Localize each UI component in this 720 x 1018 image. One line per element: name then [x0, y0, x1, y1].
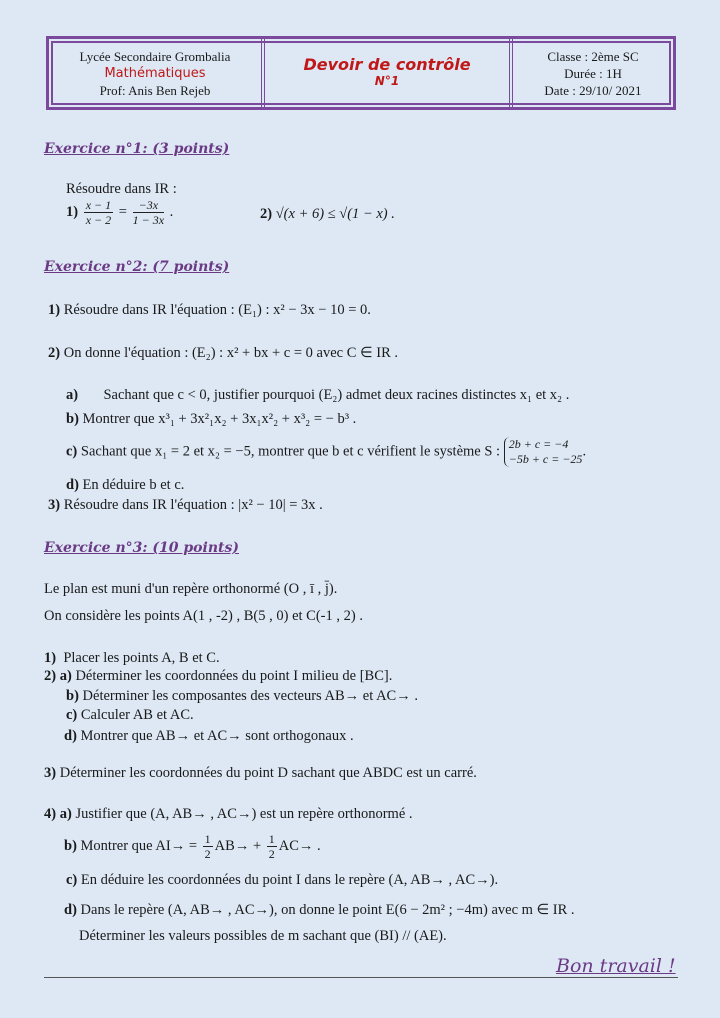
ex1-q1: 1) $\frac{x - 1}{x - 2}$ = $\frac{-3x}{1 - 3x}$ .: [66, 198, 174, 227]
ex3-q2a: 2) a) Déterminer les coordonnées du point I milieu de [BC].: [44, 668, 393, 684]
fraction: $\frac{1}{2}$: [204, 832, 211, 861]
header-left: [49, 39, 261, 107]
header-center: [261, 39, 509, 107]
ex1-intro: Résoudre dans IR :: [66, 181, 177, 197]
closing-signature: Bon travail !: [556, 955, 676, 977]
exam-number: N°1: [374, 74, 400, 88]
fraction: $\frac{x - 1}{x - 2}$: [85, 198, 112, 227]
ex1-heading: Exercice n°1: (3 points): [44, 141, 230, 157]
ex3-q4a: 4) a) Justifier que (A, AB→ , AC→) est un repère orthonormé .: [44, 806, 413, 822]
ex3-q2b: b) Déterminer les composantes des vecteurs AB→ et AC→ .: [66, 688, 418, 704]
ex3-q2c: c) Calculer AB et AC.: [66, 707, 194, 723]
ex2-q2c: c) Sachant que x₁ = 2 et x₂ = −5, montrer que b et c vérifient le système S : 2b + c = −4 −5b + c = −25 .: [66, 437, 587, 466]
ex3-q4d-line2: Déterminer les valeurs possibles de m sachant que (BI) // (AE).: [79, 928, 447, 944]
fraction: $\frac{-3x}{1 - 3x}$: [132, 198, 165, 227]
ex3-intro1: Le plan est muni d'un repère orthonormé (O , ī , j̄).: [44, 581, 338, 597]
ex3-q3: 3) Déterminer les coordonnées du point D sachant que ABDC est un carré.: [44, 765, 477, 781]
footer-rule: [44, 977, 678, 978]
ex3-q4c: c) En déduire les coordonnées du point I dans le repère (A, AB→ , AC→).: [66, 872, 499, 888]
class: Classe : 2ème SC: [547, 48, 639, 64]
header-box: [46, 36, 676, 110]
school-name: Lycée Secondaire Grombalia: [79, 48, 231, 64]
ex2-q1: 1) Résoudre dans IR l'équation : (E₁) : x² − 3x − 10 = 0.: [48, 302, 371, 318]
system: 2b + c = −4 −5b + c = −25: [504, 437, 583, 467]
ex2-q2: 2) On donne l'équation : (E₂) : x² + bx + c = 0 avec C ∈ IR .: [48, 345, 398, 361]
ex2-q3: 3) Résoudre dans IR l'équation : |x² − 10| = 3x .: [48, 497, 323, 513]
header-right: [509, 39, 673, 107]
ex3-q2d: d) Montrer que AB→ et AC→ sont orthogonaux .: [64, 728, 354, 744]
teacher: Prof: Anis Ben Rejeb: [99, 82, 211, 98]
exam-title: Devoir de contrôle: [303, 55, 471, 74]
fraction: $\frac{1}{2}$: [268, 832, 275, 861]
ex1-q2: 2) √(x + 6) ≤ √(1 − x) .: [260, 206, 395, 222]
ex2-q2a: a) Sachant que c < 0, justifier pourquoi (E₂) admet deux racines distinctes x₁ et x₂ .: [66, 387, 570, 403]
ex3-heading: Exercice n°3: (10 points): [44, 540, 239, 556]
subject: Mathématiques: [104, 65, 206, 81]
ex2-q2b: b) Montrer que x³₁ + 3x²₁x₂ + 3x₁x²₂ + x³₂ = − b³ .: [66, 411, 357, 427]
ex3-q1: 1) Placer les points A, B et C.: [44, 650, 220, 666]
date: Date : 29/10/ 2021: [544, 82, 642, 98]
ex2-heading: Exercice n°2: (7 points): [44, 259, 230, 275]
ex3-q4b: b) Montrer que AI→ = $\frac{1}{2}$ AB→ + $\frac{1}{2}$ AC→ .: [64, 832, 321, 861]
ex3-intro2: On considère les points A(1 , -2) , B(5 , 0) et C(-1 , 2) .: [44, 608, 363, 624]
ex2-q2d: d) En déduire b et c.: [66, 477, 185, 493]
q-label: 1): [66, 203, 79, 220]
duration: Durée : 1H: [564, 65, 622, 81]
ex3-q4d: d) Dans le repère (A, AB→ , AC→), on donne le point E(6 − 2m² ; −4m) avec m ∈ IR .: [64, 902, 575, 918]
